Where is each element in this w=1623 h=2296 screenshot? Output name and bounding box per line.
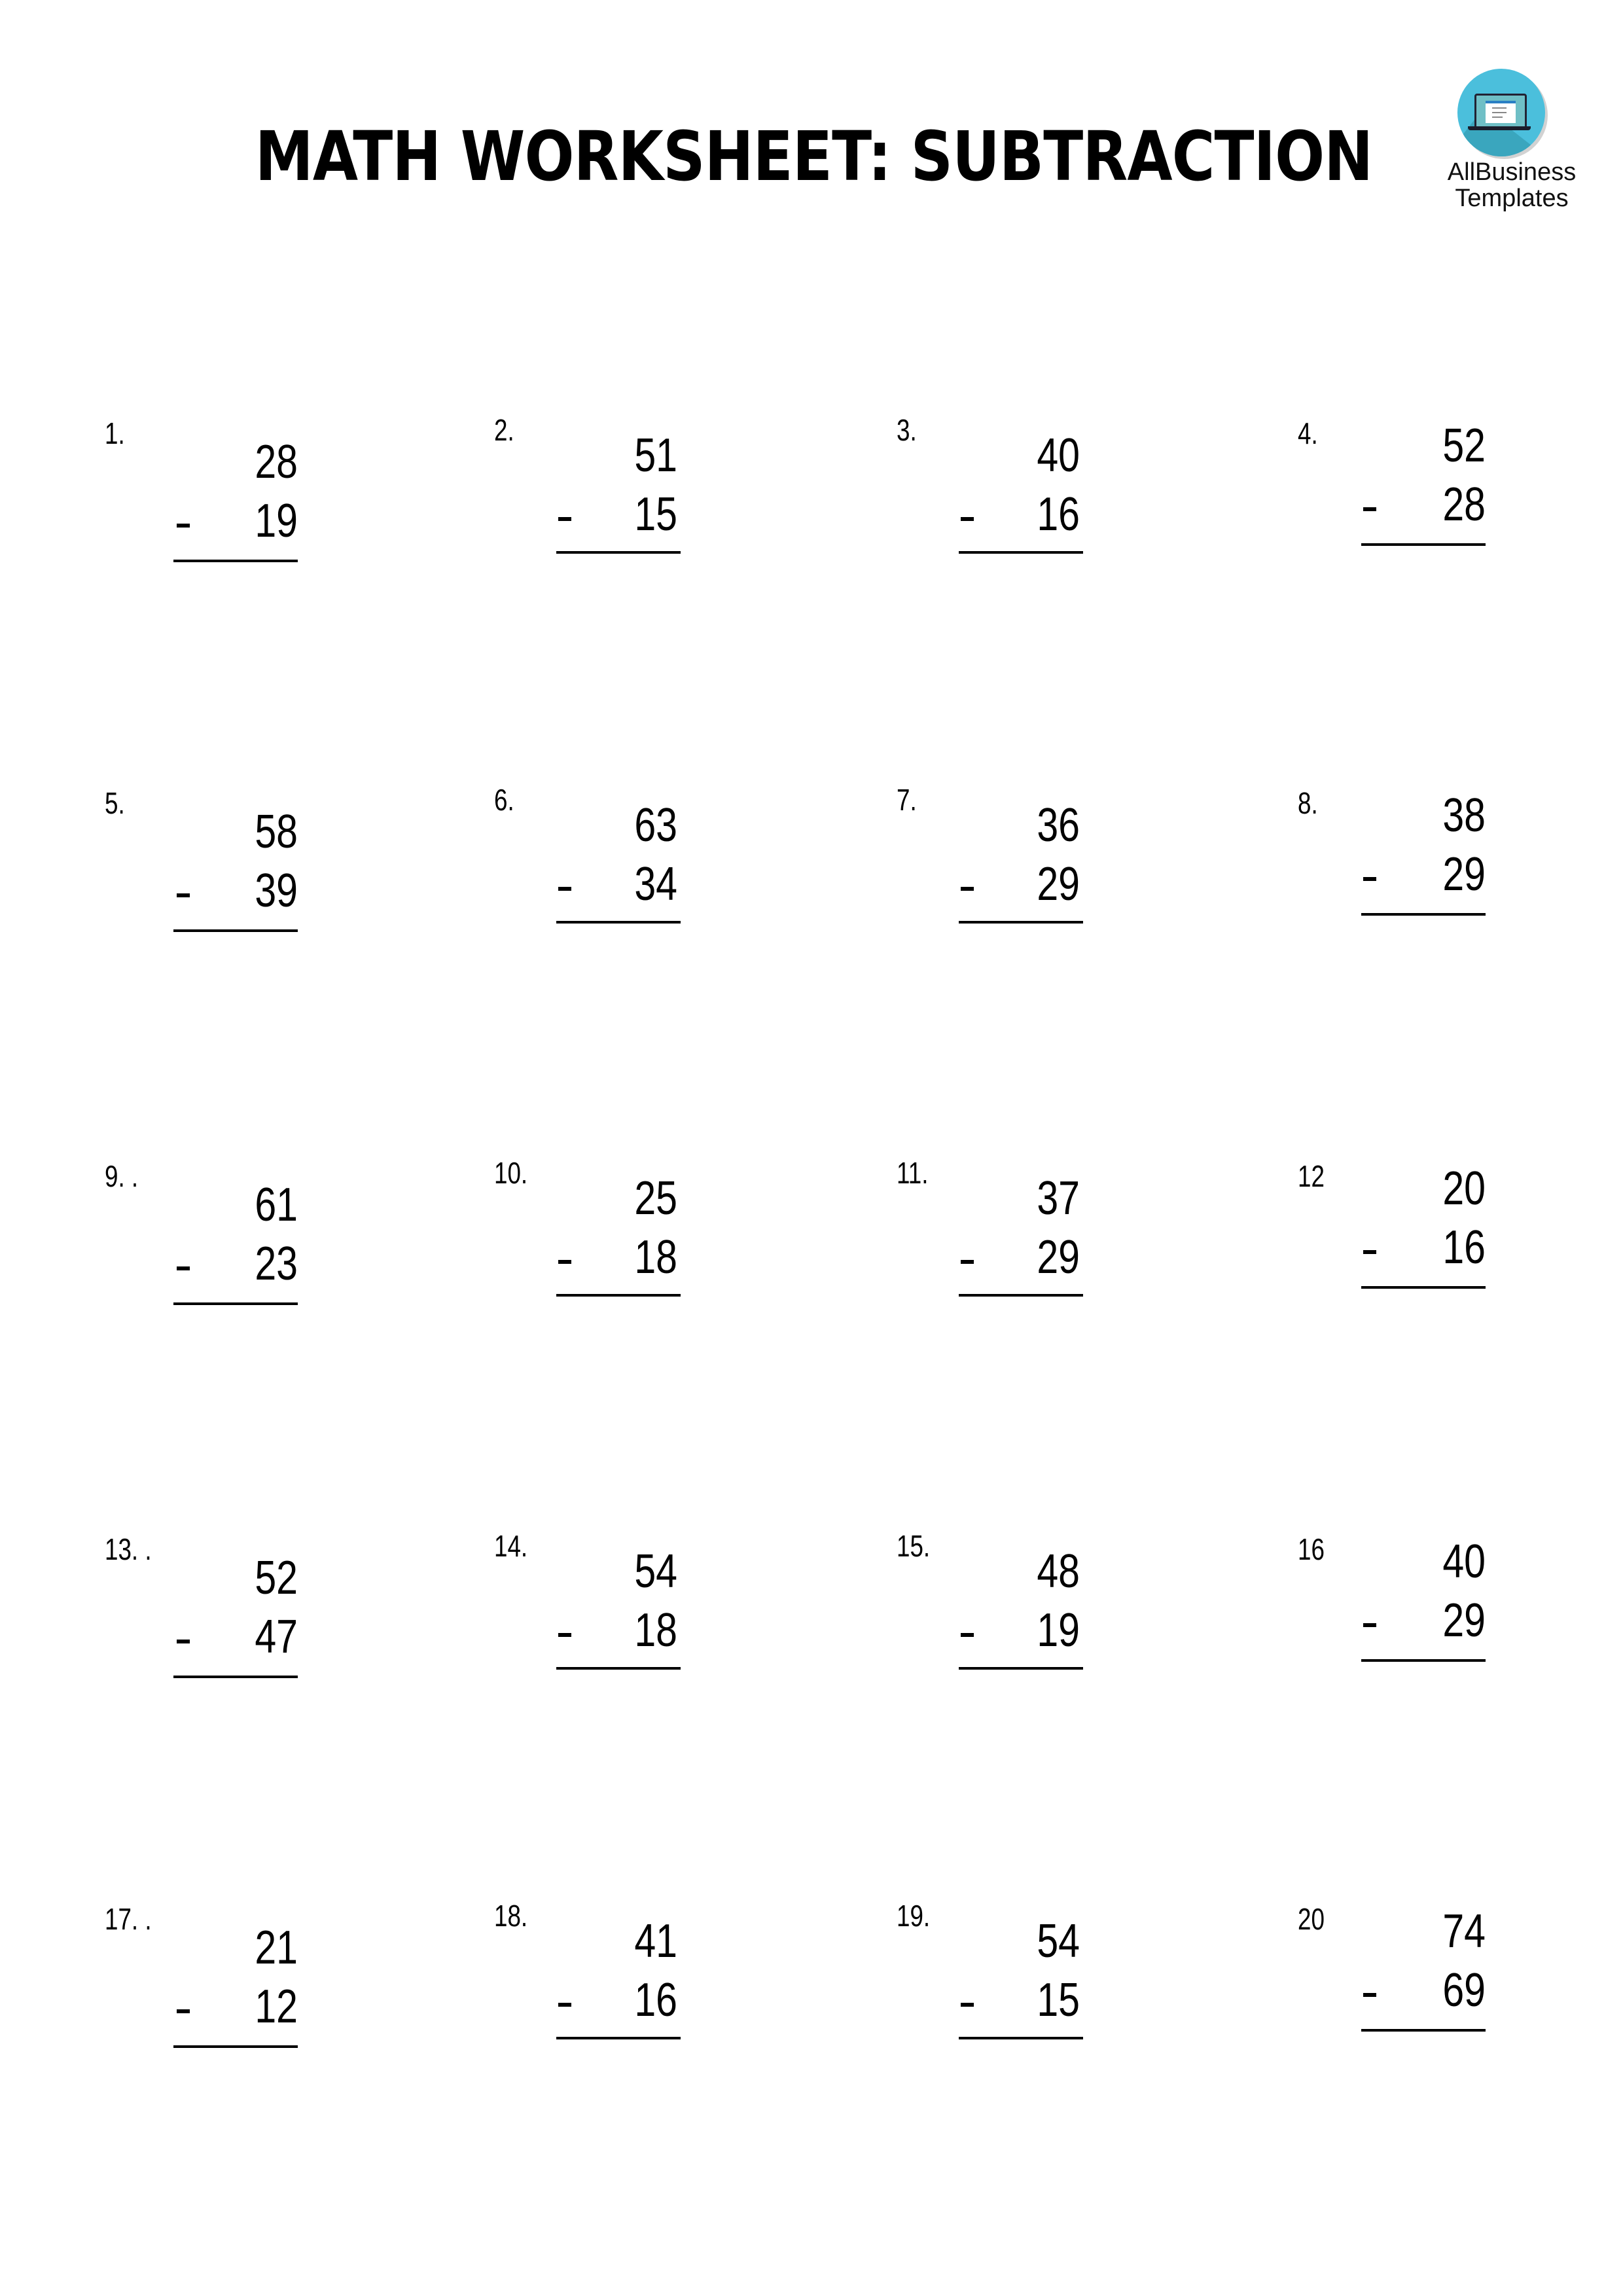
minuend: 63 [634, 799, 677, 852]
problem-number: 6. [494, 783, 514, 817]
minuend: 54 [1037, 1915, 1080, 1967]
subtrahend: 15 [1037, 1974, 1080, 2026]
answer-line [173, 560, 298, 562]
problem-5 [92, 776, 484, 972]
problem-17 [92, 1892, 484, 2088]
minuend: 48 [1037, 1545, 1080, 1598]
problem-1 [92, 406, 484, 602]
subtrahend: 23 [255, 1238, 298, 1290]
answer-line [173, 1676, 298, 1678]
minus-sign [1363, 1250, 1376, 1254]
subtrahend: 29 [1442, 848, 1486, 901]
problem-number: 20 [1298, 1902, 1325, 1936]
problem-number: 8. [1298, 786, 1318, 820]
minus-sign [961, 1260, 974, 1264]
minuend: 58 [255, 806, 298, 858]
minus-sign [558, 2003, 571, 2007]
subtrahend: 34 [634, 858, 677, 910]
problem-number: 3. [897, 413, 917, 447]
answer-line [1361, 2029, 1486, 2032]
laptop-icon [1457, 69, 1545, 156]
subtrahend: 16 [1037, 488, 1080, 541]
minuend: 51 [634, 429, 677, 482]
problem-number: 10. [494, 1156, 528, 1190]
subtrahend: 19 [255, 495, 298, 547]
problem-15 [883, 1522, 1276, 1718]
answer-line [173, 929, 298, 932]
problem-number: 7. [897, 783, 917, 817]
minuend: 41 [634, 1915, 677, 1967]
minuend: 52 [255, 1552, 298, 1604]
minuend: 37 [1037, 1172, 1080, 1225]
problem-number: 15. [897, 1529, 931, 1563]
subtrahend: 18 [634, 1604, 677, 1657]
problem-19 [883, 1892, 1276, 2088]
minus-sign [961, 2003, 974, 2007]
minus-sign [177, 524, 190, 528]
minus-sign [961, 1633, 974, 1637]
answer-line [959, 2037, 1083, 2039]
minuend: 38 [1442, 789, 1486, 842]
answer-line [556, 921, 681, 924]
subtrahend: 12 [255, 1981, 298, 2033]
minuend: 40 [1037, 429, 1080, 482]
page-title: MATH WORKSHEET: SUBTRACTION [255, 117, 1373, 196]
subtrahend: 29 [1037, 1231, 1080, 1283]
subtrahend: 15 [634, 488, 677, 541]
problem-20 [1286, 1892, 1623, 2088]
subtrahend: 29 [1442, 1594, 1486, 1647]
problem-13 [92, 1522, 484, 1718]
minuend: 61 [255, 1179, 298, 1231]
answer-line [1361, 1659, 1486, 1662]
problem-number: 11. [897, 1156, 929, 1190]
answer-line [1361, 913, 1486, 916]
problem-6 [481, 776, 874, 972]
problem-10 [481, 1149, 874, 1345]
answer-line [556, 1667, 681, 1670]
problem-18 [481, 1892, 874, 2088]
answer-line [959, 1667, 1083, 1670]
problem-number: 4. [1298, 416, 1318, 450]
problem-14 [481, 1522, 874, 1718]
allbusiness-logo [1423, 65, 1600, 223]
answer-line [173, 2045, 298, 2048]
minuend: 21 [255, 1922, 298, 1974]
minus-sign [1363, 877, 1376, 881]
answer-line [959, 1294, 1083, 1297]
answer-line [556, 551, 681, 554]
minus-sign [558, 1260, 571, 1264]
minuend: 54 [634, 1545, 677, 1598]
problem-3 [883, 406, 1276, 602]
problem-9 [92, 1149, 484, 1345]
logo-text-line1: AllBusiness [1447, 158, 1577, 186]
problem-number: 12 [1298, 1159, 1325, 1193]
subtrahend: 69 [1442, 1964, 1486, 2017]
minus-sign [177, 893, 190, 897]
subtrahend: 16 [1442, 1221, 1486, 1274]
logo-text-line2: Templates [1455, 185, 1569, 212]
subtrahend: 18 [634, 1231, 677, 1283]
minuend: 74 [1442, 1905, 1486, 1958]
minus-sign [1363, 1993, 1376, 1997]
minuend: 25 [634, 1172, 677, 1225]
subtrahend: 29 [1037, 858, 1080, 910]
minus-sign [558, 1633, 571, 1637]
answer-line [1361, 543, 1486, 546]
problem-2 [481, 406, 874, 602]
answer-line [1361, 1286, 1486, 1289]
minus-sign [961, 517, 974, 521]
subtrahend: 39 [255, 865, 298, 917]
problem-8 [1286, 776, 1623, 972]
minuend: 28 [255, 436, 298, 488]
problem-12 [1286, 1149, 1623, 1345]
answer-line [959, 921, 1083, 924]
problem-number: 17. . [105, 1902, 152, 1936]
problem-number: 1. [105, 416, 125, 450]
answer-line [959, 551, 1083, 554]
problem-7 [883, 776, 1276, 972]
minus-sign [961, 887, 974, 891]
problem-11 [883, 1149, 1276, 1345]
minuend: 52 [1442, 420, 1486, 472]
problem-number: 5. [105, 786, 125, 820]
minuend: 40 [1442, 1535, 1486, 1588]
problem-number: 2. [494, 413, 514, 447]
subtrahend: 19 [1037, 1604, 1080, 1657]
minus-sign [177, 1640, 190, 1643]
problem-number: 18. [494, 1899, 528, 1933]
minus-sign [177, 1266, 190, 1270]
problem-number: 13. . [105, 1532, 152, 1566]
subtrahend: 47 [255, 1611, 298, 1663]
answer-line [173, 1302, 298, 1305]
answer-line [556, 2037, 681, 2039]
answer-line [556, 1294, 681, 1297]
minuend: 36 [1037, 799, 1080, 852]
problem-4 [1286, 406, 1623, 602]
minuend: 20 [1442, 1162, 1486, 1215]
problem-number: 16 [1298, 1532, 1325, 1566]
minus-sign [177, 2009, 190, 2013]
minus-sign [1363, 1623, 1376, 1627]
minus-sign [558, 887, 571, 891]
minus-sign [558, 517, 571, 521]
problem-number: 14. [494, 1529, 528, 1563]
problem-16 [1286, 1522, 1623, 1718]
problem-number: 19. [897, 1899, 931, 1933]
subtrahend: 28 [1442, 478, 1486, 531]
minus-sign [1363, 507, 1376, 511]
subtrahend: 16 [634, 1974, 677, 2026]
problem-number: 9. . [105, 1159, 139, 1193]
